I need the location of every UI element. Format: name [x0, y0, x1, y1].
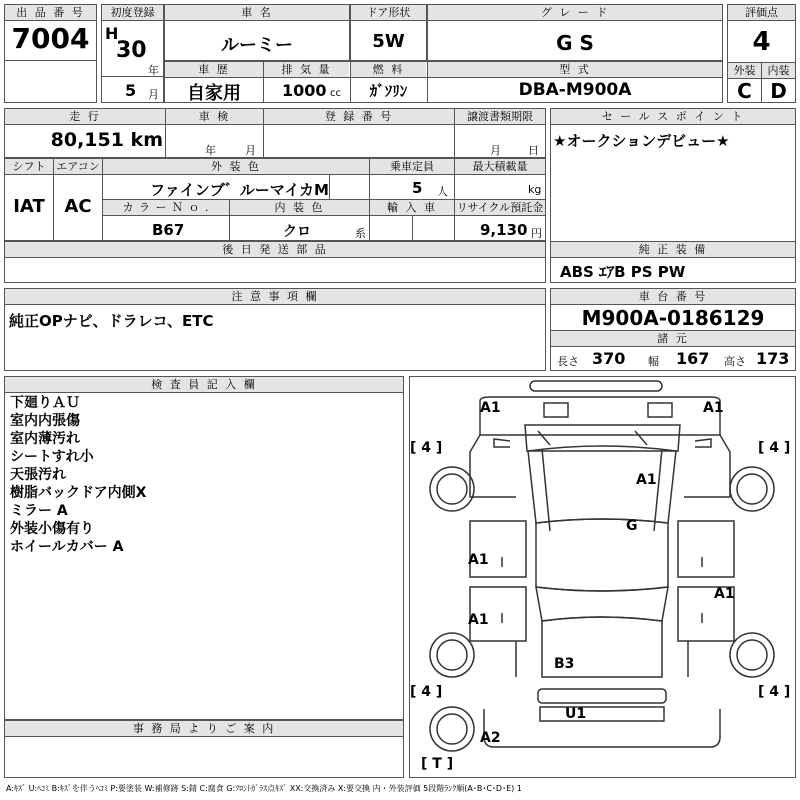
- import-label: 輸 入 車: [370, 200, 454, 215]
- int-color-label: 内 装 色: [230, 200, 369, 215]
- inspector-note: ホイールカバー A: [10, 539, 124, 555]
- shift-label: シフト: [5, 159, 53, 174]
- model-label: 型 式: [428, 62, 722, 77]
- displacement-label: 排 気 量: [264, 62, 349, 77]
- grade-label: グ レ ー ド: [428, 5, 722, 20]
- load-label: 最大積載量: [455, 159, 545, 174]
- lot-label: 出 品 番 号: [5, 5, 96, 20]
- inspector-note: シートすれ小: [10, 449, 94, 465]
- recycle-unit: 円: [531, 227, 542, 240]
- inspector-note: 外装小傷有り: [10, 521, 94, 537]
- damage-mark: A1: [480, 400, 501, 416]
- model: DBA-M900A: [518, 80, 632, 100]
- tire-tread: [ 4 ]: [410, 440, 443, 456]
- transfer-day-unit: 日: [528, 144, 539, 157]
- score-label: 評価点: [728, 5, 795, 20]
- exterior-label: 外装: [728, 63, 761, 78]
- car-name: ルーミー: [221, 35, 293, 56]
- inspector-note: 樹脂バックドア内側X: [10, 485, 147, 501]
- mileage: 80,151 km: [50, 129, 163, 151]
- reg-year: 30: [116, 38, 147, 63]
- length-label: 長さ: [557, 355, 579, 368]
- sales-label: セ ー ル ス ポ イ ン ト: [551, 109, 795, 124]
- color-no-label: カ ラ ー Ｎ ｏ .: [103, 200, 229, 215]
- doors-label: ドア形状: [351, 5, 426, 20]
- damage-mark: A1: [468, 612, 489, 628]
- load-unit: kg: [528, 183, 542, 196]
- exterior-color: ファインブ゛ルーマイカM: [150, 181, 329, 199]
- transfer-month-unit: 月: [490, 144, 501, 157]
- recycle: 9,130: [480, 221, 528, 239]
- era: H: [105, 24, 119, 43]
- capacity-unit: 人: [437, 185, 448, 198]
- inspector-note: ミラー A: [10, 503, 68, 519]
- height: 173: [756, 349, 790, 368]
- int-color-unit: 系: [355, 227, 366, 240]
- inspection-month-unit: 月: [245, 144, 256, 157]
- tire-tread: [ 4 ]: [410, 684, 443, 700]
- car-diagram: [409, 376, 796, 778]
- exterior-score: C: [737, 79, 752, 103]
- legend: A:ｷｽﾞ U:ﾍｺﾐ B:ｷｽﾞを伴うﾍｺﾐ P:要塗装 W:補修跡 S:錆 C:腐食 G:ﾌﾛﾝﾄｶﾞﾗｽ点ｷｽﾞ XX:交換済み X:要交換 内・外装評価 5段階ﾗﾝｸ順(A･B･C･D･E) 1: [6, 784, 522, 793]
- chassis-label: 車 台 番 号: [551, 289, 795, 304]
- capacity: 5: [412, 179, 423, 197]
- transfer-label: 譲渡書類期限: [455, 109, 545, 124]
- damage-mark: B3: [554, 656, 575, 672]
- inspector-note: 天張汚れ: [10, 467, 66, 483]
- fuel-label: 燃 料: [351, 62, 426, 77]
- inspector-label: 検 査 員 記 入 欄: [5, 377, 403, 392]
- damage-mark: A1: [468, 552, 489, 568]
- later-parts-label: 後 日 発 送 部 品: [5, 242, 545, 257]
- color-no: B67: [152, 221, 185, 239]
- sales-text: ★オークションデビュー★: [553, 132, 730, 150]
- equipment-label: 純 正 装 備: [551, 242, 795, 257]
- chassis: M900A-0186129: [581, 306, 765, 330]
- fuel: ｶﾞｿﾘﾝ: [369, 82, 408, 100]
- year-unit: 年: [148, 64, 159, 77]
- ac-label: エアコン: [54, 159, 102, 174]
- history: 自家用: [187, 83, 241, 104]
- damage-mark: A1: [714, 586, 735, 602]
- score: 4: [752, 27, 771, 57]
- history-label: 車 歴: [165, 62, 263, 77]
- displacement: 1000: [282, 81, 327, 100]
- damage-mark: G: [626, 518, 638, 534]
- width-label: 幅: [648, 355, 659, 368]
- interior-score: D: [770, 79, 787, 103]
- damage-mark: A1: [703, 400, 724, 416]
- inspection-year-unit: 年: [205, 144, 216, 157]
- spec-label: 諸 元: [551, 331, 795, 346]
- doors: 5W: [372, 31, 405, 52]
- damage-mark: A2: [480, 730, 501, 746]
- damage-mark: A1: [636, 472, 657, 488]
- interior-label: 内装: [762, 63, 795, 78]
- shift: IAT: [13, 196, 45, 217]
- inspector-note: 下廻りＡＵ: [10, 395, 80, 411]
- registration-label: 初度登録: [102, 5, 163, 20]
- month-unit: 月: [148, 88, 159, 101]
- displacement-unit: cc: [330, 88, 341, 99]
- reg-month: 5: [125, 81, 137, 100]
- capacity-label: 乗車定員: [370, 159, 454, 174]
- lot-number: 7004: [11, 22, 90, 55]
- plate-label: 登 録 番 号: [264, 109, 454, 124]
- color-label: 外 装 色: [103, 159, 369, 174]
- mileage-label: 走 行: [5, 109, 165, 124]
- inspector-note: 室内薄汚れ: [10, 431, 80, 447]
- width: 167: [676, 349, 710, 368]
- damage-mark: U1: [565, 706, 587, 722]
- inspector-note: 室内内張傷: [10, 413, 80, 429]
- length: 370: [592, 349, 626, 368]
- inspection-label: 車 検: [166, 109, 263, 124]
- grade: G S: [556, 31, 594, 55]
- car-name-label: 車 名: [165, 5, 349, 20]
- notes: 純正OPナビ、ドラレコ、ETC: [9, 312, 214, 330]
- tire-tread: [ 4 ]: [758, 684, 791, 700]
- recycle-label: リサイクル預託金: [456, 201, 544, 214]
- int-color: クロ: [283, 224, 311, 240]
- ac: AC: [64, 196, 92, 217]
- office-label: 事 務 局 よ り ご 案 内: [5, 721, 403, 736]
- height-label: 高さ: [724, 355, 746, 368]
- notes-label: 注 意 事 項 欄: [5, 289, 545, 304]
- equipment: ABS ｴｱB PS PW: [560, 263, 686, 281]
- tire-tread: [ 4 ]: [758, 440, 791, 456]
- spare-tire: [ T ]: [421, 756, 454, 772]
